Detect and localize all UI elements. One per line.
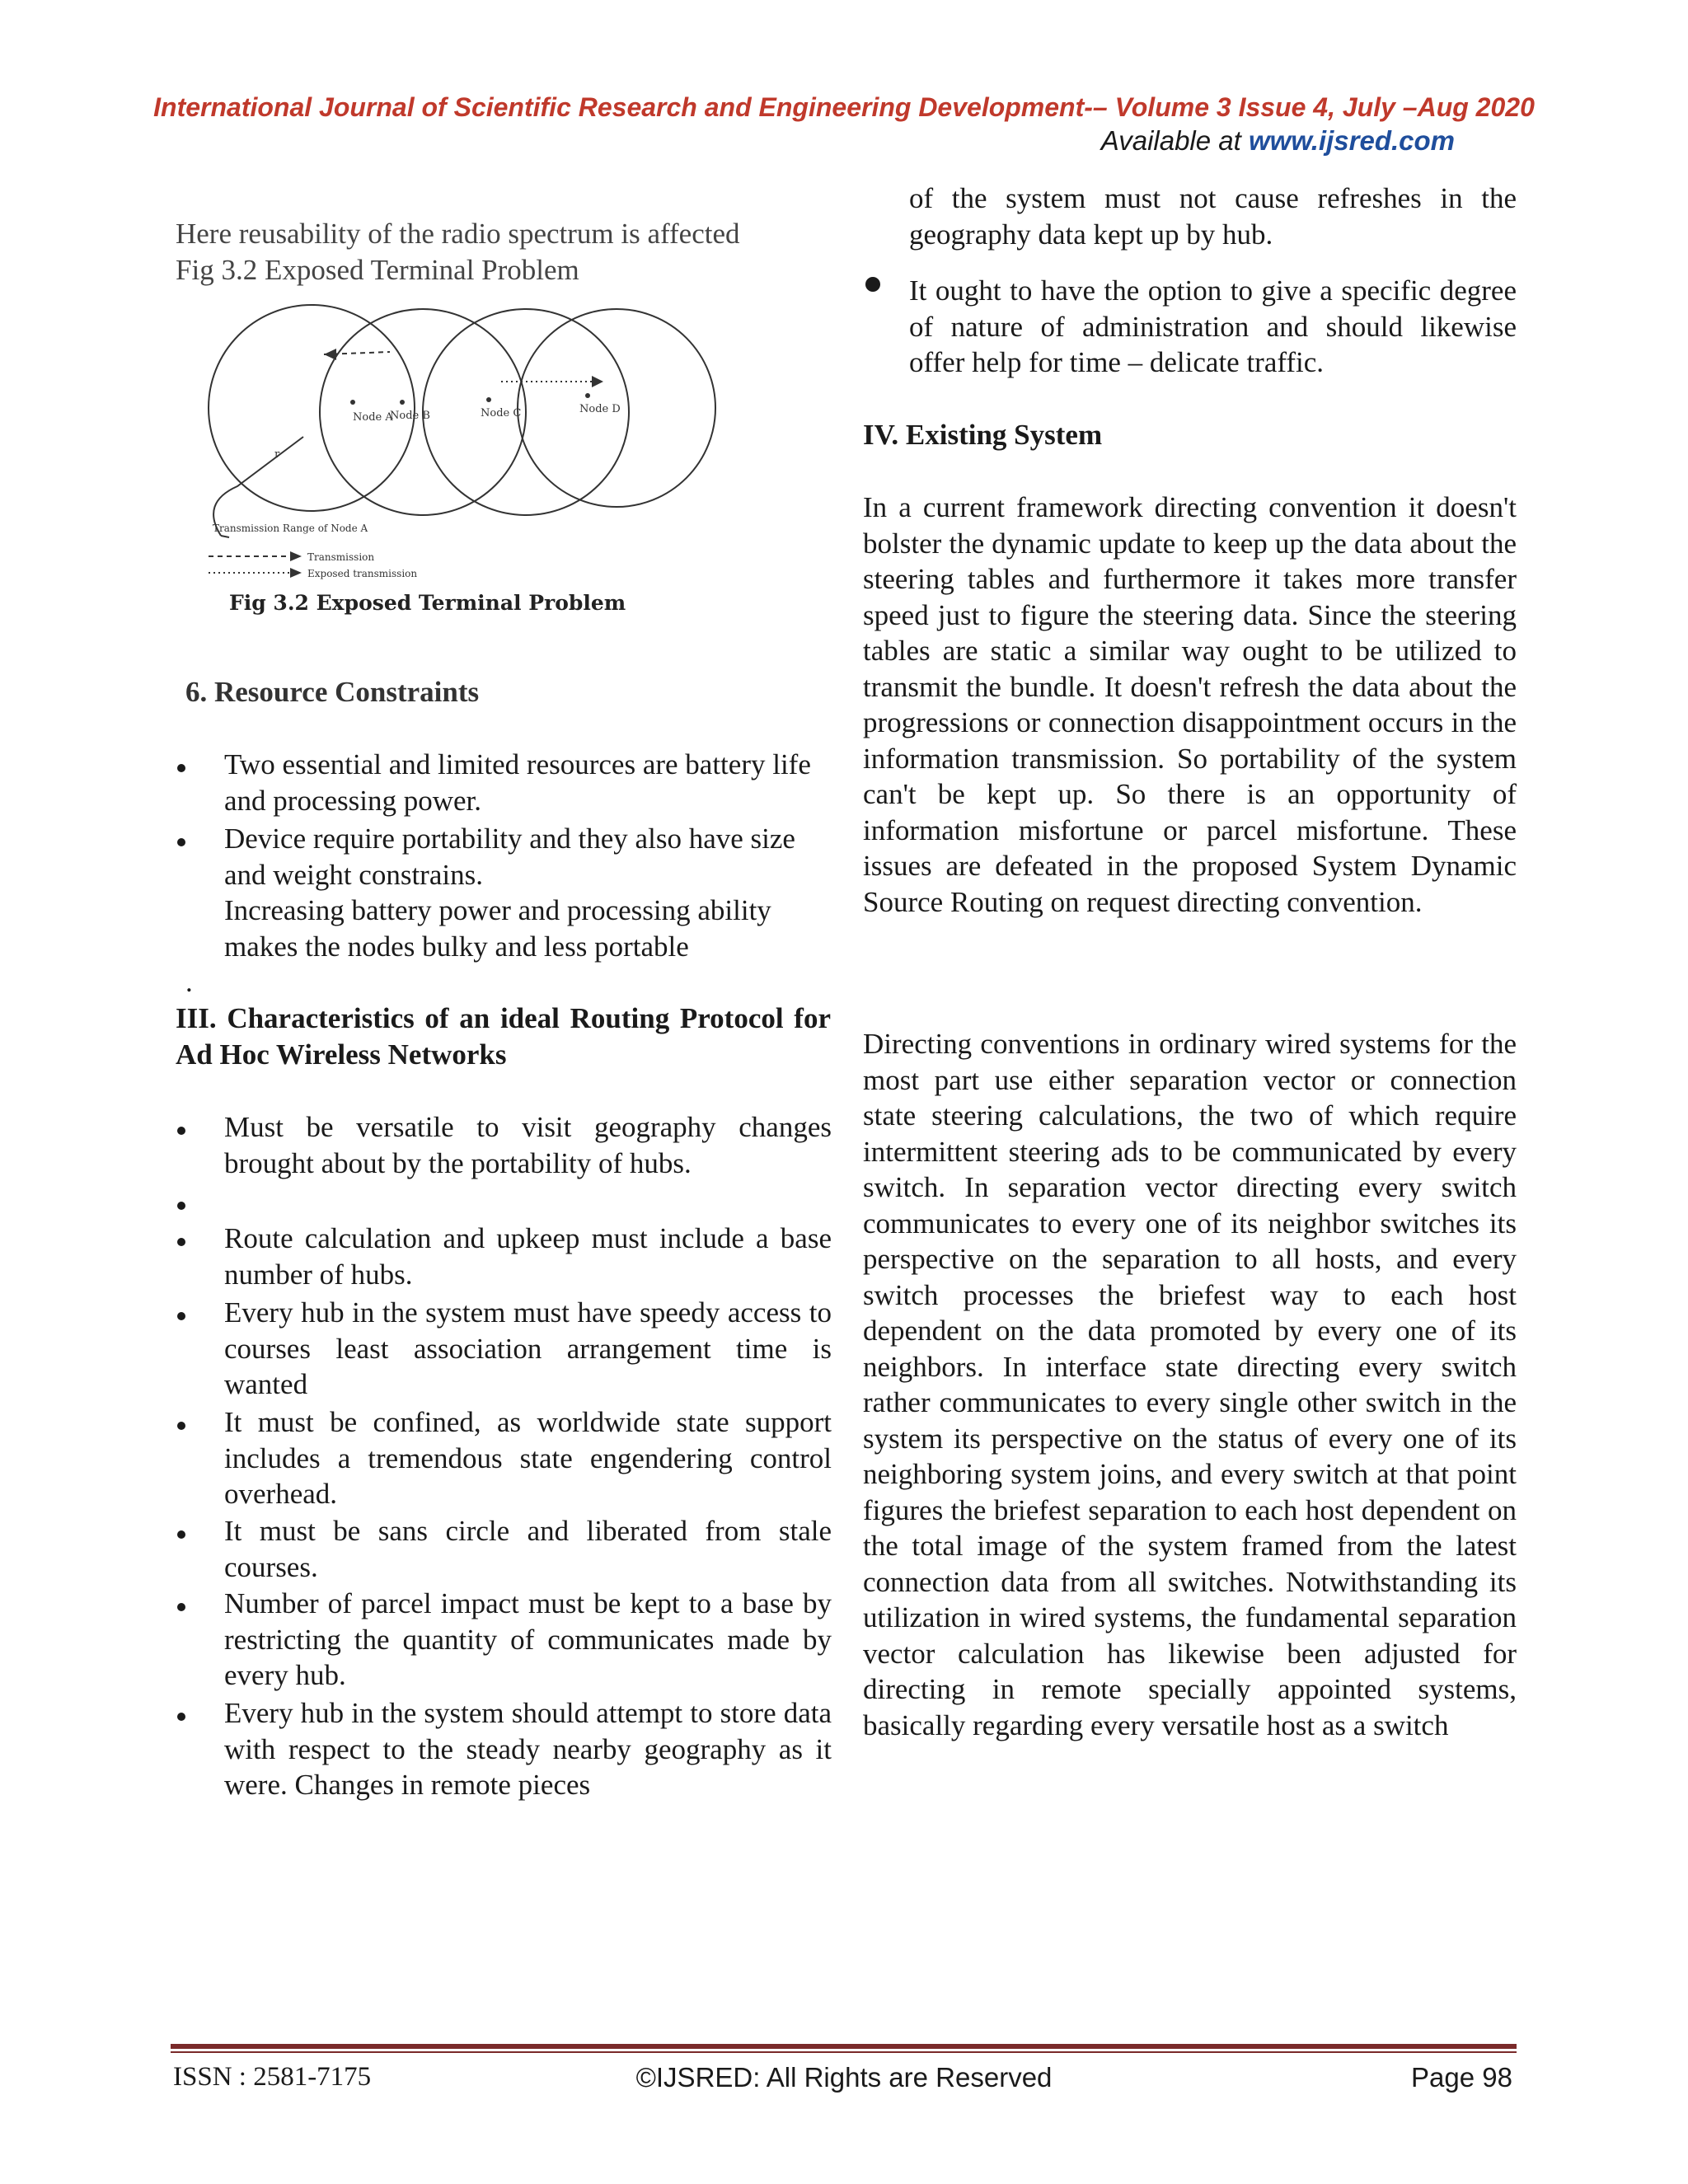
journal-website-link[interactable]: www.ijsred.com: [1248, 125, 1455, 156]
bullet-dot: [177, 1422, 185, 1430]
bullet-dot: [177, 838, 185, 846]
routing-item-collisions: Number of parcel impact must be kept to a base by restricting the quantity of communicates made by every hub.: [224, 1587, 832, 1691]
section-iii-heading: III. Characteristics of an ideal Routing Protocol for Ad Hoc Wireless Networks: [176, 1002, 831, 1071]
figure-caption: Fig 3.2 Exposed Terminal Problem: [229, 591, 626, 615]
continuation-text: of the system must not cause refreshes in the geography data kept up by hub.: [909, 182, 1517, 251]
footer-rule-thick: [171, 2044, 1517, 2049]
existing-system-paragraph: In a current framework directing convention it doesn't bolster the dynamic update to keep up the data about the steering tables and furthermore it takes more transfer speed just to figure the steering data. Since the steering tables are static a similar way ought to be utilized to transmit the bundle. It doesn't refresh the data about the progressions or connection disappointment occurs in the information transmission. So portability of the system can't be kept up. So there is an opportunity of information misfortune or parcel misfortune. These issues are defeated in the proposed System Dynamic Source Routing on request directing convention.: [863, 491, 1517, 918]
bullet-dot: [177, 1530, 185, 1539]
bullet-dot: [865, 277, 880, 292]
bullet-dot: [177, 1127, 185, 1135]
footer-copyright: ©IJSRED: All Rights are Reserved: [635, 2062, 1053, 2093]
routing-conventions-paragraph: Directing conventions in ordinary wired systems for the most part use either separation vector or connection state steering calculations, the two of which require intermittent steering ads to be communicated by every switch. In separation vector directing every switch communicates to every one of its neighbor switches its perspective on the separation to all hosts, and every switch processes the briefest way to each host dependent on the data promoted by every one of its neighbors. In interface state directing every switch rather communicates to every single other switch in the system its perspective on the status of every one of its neighboring system joins, and every switch at that point figures the briefest separation to each host dependent on the total image of the system framed from the latest connection data from all switches. Notwithstanding its utilization in wired systems, the fundamental separation vector calculation has likewise been adjusted for directing in remote specially appointed systems, basically regarding every versatile host as a switch: [863, 1028, 1517, 1741]
resource-item-portability: Device require portability and they also have size and weight constrains.: [224, 823, 795, 891]
bullet-dot: [177, 1603, 185, 1611]
node-c-label: Node C: [481, 407, 522, 419]
routing-item-loop-free: It must be sans circle and liberated from stale courses.: [224, 1515, 832, 1583]
node-b-label: Node B: [390, 410, 430, 422]
exposed-arrowhead: [592, 376, 603, 387]
routing-item-local-topology: Every hub in the system should attempt to store data with respect to the steady nearby geography as it were. Changes in remote pieces: [224, 1697, 832, 1801]
stray-period: .: [185, 966, 193, 998]
transmission-arrowhead: [324, 349, 336, 360]
figure-reference: Fig 3.2 Exposed Terminal Problem: [176, 254, 579, 286]
legend-exposed-text: Exposed transmission: [307, 568, 418, 579]
section-iv-heading: IV. Existing System: [863, 419, 1103, 451]
radius-label: r: [274, 448, 280, 461]
footer-issn: ISSN : 2581-7175: [173, 2062, 372, 2092]
bullet-dot: [177, 1312, 185, 1320]
exposed-terminal-figure: [204, 297, 724, 626]
range-pointer-line: [213, 437, 303, 536]
routing-item-speedy-access: Every hub in the system must have speedy access to courses least association arrangement time is wanted: [224, 1296, 832, 1400]
node-a-dot: [350, 400, 355, 405]
bullet-dot: [177, 764, 185, 772]
resource-constraints-heading: 6. Resource Constraints: [185, 676, 480, 708]
bullet-dot-empty: [177, 1202, 185, 1210]
footer-page-number: Page 98: [1411, 2062, 1512, 2093]
availability-line: [1101, 125, 1455, 157]
node-c-dot: [486, 397, 491, 402]
range-label: Transmission Range of Node A: [213, 523, 368, 534]
node-d-dot: [585, 393, 590, 398]
node-d-label: Node D: [579, 403, 621, 415]
qos-item: It ought to have the option to give a specific degree of nature of administration and should likewise offer help for time – delicate traffic.: [909, 274, 1517, 378]
legend-transmission-text: Transmission: [307, 551, 375, 563]
node-b-dot: [400, 400, 405, 405]
routing-item-confined: It must be confined, as worldwide state support includes a tremendous state engendering control overhead.: [224, 1406, 832, 1510]
intro-line: Here reusability of the radio spectrum is affected: [176, 218, 740, 250]
routing-item-versatile: Must be versatile to visit geography changes brought about by the portability of hubs.: [224, 1111, 832, 1179]
routing-item-route-calc: Route calculation and upkeep must include a base number of hubs.: [224, 1222, 832, 1291]
footer-rule-thin: [171, 2051, 1517, 2053]
resource-item-bulky: Increasing battery power and processing ability makes the nodes bulky and less portable: [224, 894, 771, 963]
bullet-dot: [177, 1713, 185, 1721]
resource-item-battery: Two essential and limited resources are battery life and processing power.: [224, 748, 811, 817]
journal-header: International Journal of Scientific Research and Engineering Development-– Volume 3 Issue 4, July –Aug 2020: [153, 92, 1535, 122]
bullet-dot: [177, 1238, 185, 1246]
available-prefix: Available at: [1100, 125, 1249, 156]
node-a-label: Node A: [353, 411, 393, 424]
range-circle-a: [209, 305, 415, 511]
